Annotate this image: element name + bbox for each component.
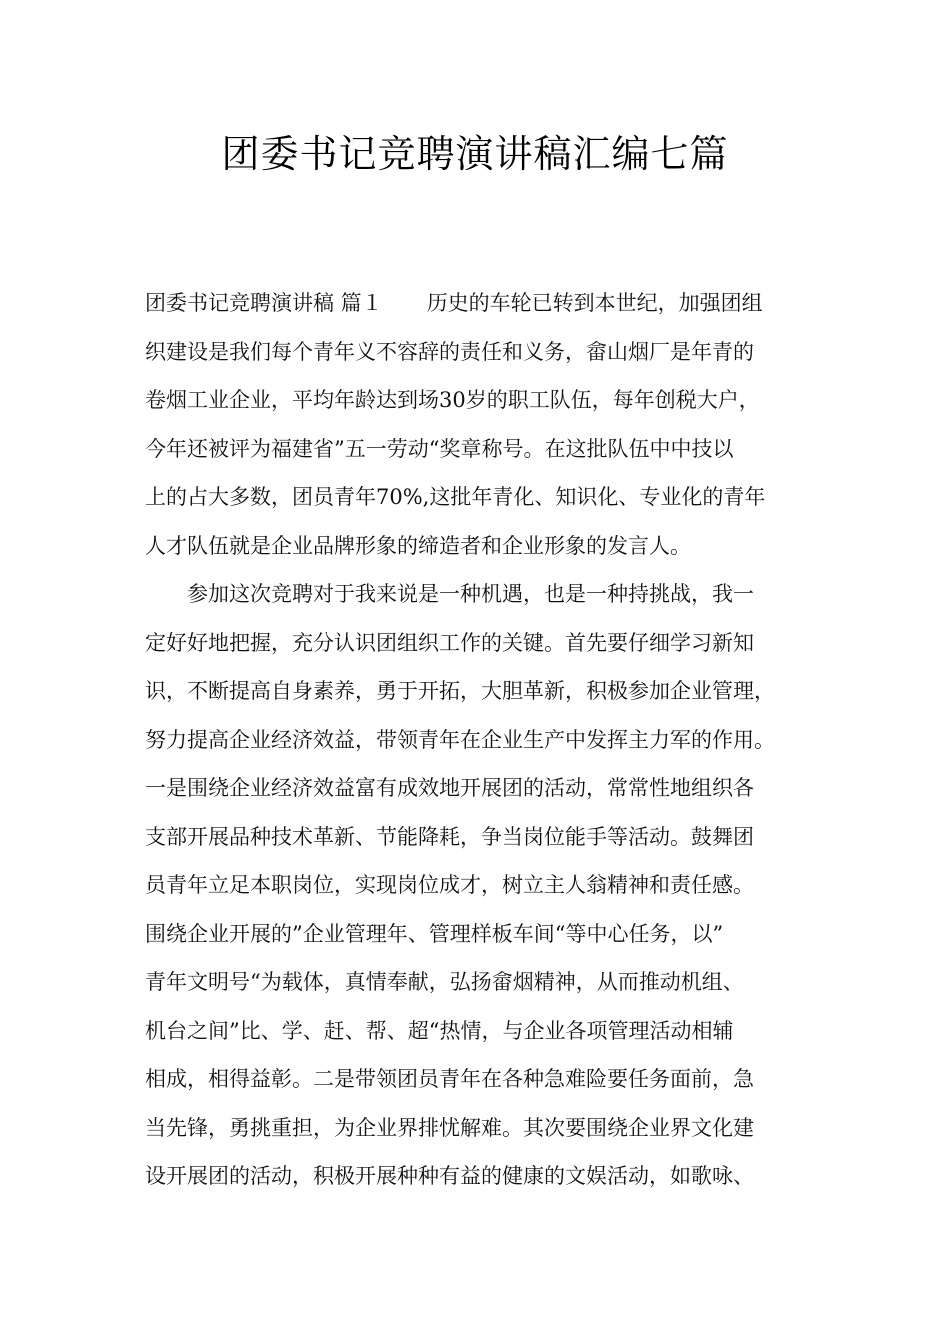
text-line: 员青年立足本职岗位，实现岗位成才，树立主人翁精神和责任感。 — [145, 873, 754, 897]
text-line: 今年还被评为福建省”五一劳动“奖章称号。在这批队伍中中技以 — [145, 436, 734, 461]
text-line: 卷烟工业企业，平均年龄达到场30岁的职工队伍，每年创税大户， — [145, 388, 760, 412]
section-heading: 团委书记竞聘演讲稿 篇１ — [145, 291, 383, 315]
text-line: 设开展团的活动，积极开展种种有益的健康的文娱活动，如歌咏、 — [145, 1164, 754, 1188]
text-line: 一是围绕企业经济效益富有成效地开展团的活动，常常性地组织各 — [145, 776, 754, 800]
text-line: 人才队伍就是企业品牌形象的缔造者和企业形象的发言人。 — [145, 533, 691, 558]
text-line: 相成，相得益彰。二是带领团员青年在各种急难险要任务面前，急 — [145, 1067, 754, 1091]
document-body — [145, 283, 825, 1205]
text-line — [145, 283, 825, 332]
text-line: 定好好地把握，充分认识团组织工作的关键。首先要仔细学习新知 — [145, 630, 754, 655]
line-text: 历史的车轮已转到本世纪，加强团组 — [426, 291, 763, 315]
text-line: 青年文明号“为载体，真情奉献，弘扬畲烟精神，从而推动机组、 — [145, 970, 744, 994]
text-line: 努力提高企业经济效益，带领青年在企业生产中发挥主力军的作用。 — [145, 727, 775, 752]
text-line: 识，不断提高自身素养，勇于开拓，大胆革新，积极参加企业管理， — [145, 679, 775, 703]
paragraph-start-line: 参加这次竞聘对于我来说是一种机遇，也是一种持挑战，我一 — [187, 582, 754, 606]
text-line: 上的占大多数，团员青年70%,这批年青化、知识化、专业化的青年 — [145, 485, 766, 509]
text-line: 机台之间”比、学、赶、帮、超“热情，与企业各项管理活动相辅 — [145, 1018, 734, 1043]
document-title: 团委书记竞聘演讲稿汇编七篇 — [221, 132, 729, 176]
text-line: 当先锋，勇挑重担，为企业界排忧解难。其次要围绕企业界文化建 — [145, 1115, 754, 1140]
text-line: 围绕企业开展的”企业管理年、管理样板车间“等中心任务，以” — [145, 921, 724, 946]
text-line: 支部开展品种技术革新、节能降耗，争当岗位能手等活动。鼓舞团 — [145, 824, 754, 849]
text-line: 织建设是我们每个青年义不容辞的责任和义务，畲山烟厂是年青的 — [145, 339, 754, 364]
